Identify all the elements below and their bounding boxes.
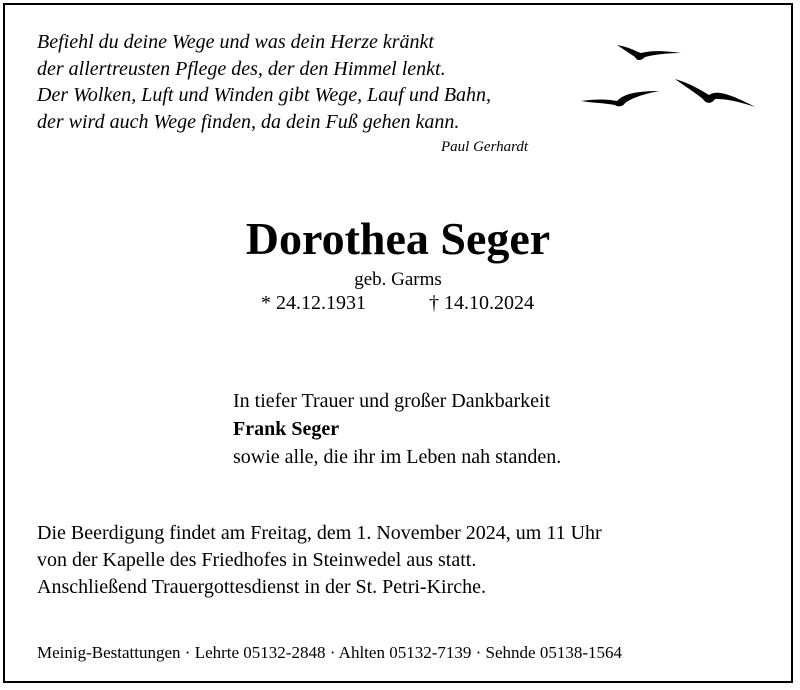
poem-verse (37, 29, 491, 135)
deceased-name: Dorothea Seger (245, 213, 551, 264)
poem-line: der allertreusten Pflege des, der den Himmel lenkt. (37, 57, 446, 80)
funeral-home-footer: Meinig-Bestattungen · Lehrte 05132-2848 · Ahlten 05132-7139 · Sehnde 05138-1564 (37, 643, 622, 662)
mourners-intro: In tiefer Trauer und großer Dankbarkeit (233, 390, 551, 412)
flying-birds-icon (577, 41, 757, 116)
birth-date: * 24.12.1931 (261, 292, 366, 314)
mourners-block (233, 387, 561, 471)
poem-line: der wird auch Wege finden, da dein Fuß gehen kann. (37, 110, 460, 133)
poem-author: Paul Gerhardt (441, 139, 529, 155)
poem-line: Der Wolken, Luft und Winden gibt Wege, Lauf und Bahn, (37, 84, 492, 106)
funeral-line: von der Kapelle des Friedhofes in Steinwedel aus statt. (37, 549, 477, 571)
funeral-line: Die Beerdigung findet am Freitag, dem 1. November 2024, um 11 Uhr (37, 522, 602, 544)
maiden-name: geb. Garms (354, 269, 442, 290)
funeral-details (37, 520, 602, 601)
mourner-name: Frank Seger (233, 418, 340, 440)
mourners-closing: sowie alle, die ihr im Leben nah standen. (233, 446, 562, 468)
funeral-line: Anschließend Trauergottesdienst in der St. Petri-Kirche. (37, 576, 487, 598)
obituary-notice (3, 3, 793, 683)
death-date: † 14.10.2024 (429, 292, 534, 314)
poem-line: Befiehl du deine Wege und was dein Herze kränkt (37, 31, 434, 53)
